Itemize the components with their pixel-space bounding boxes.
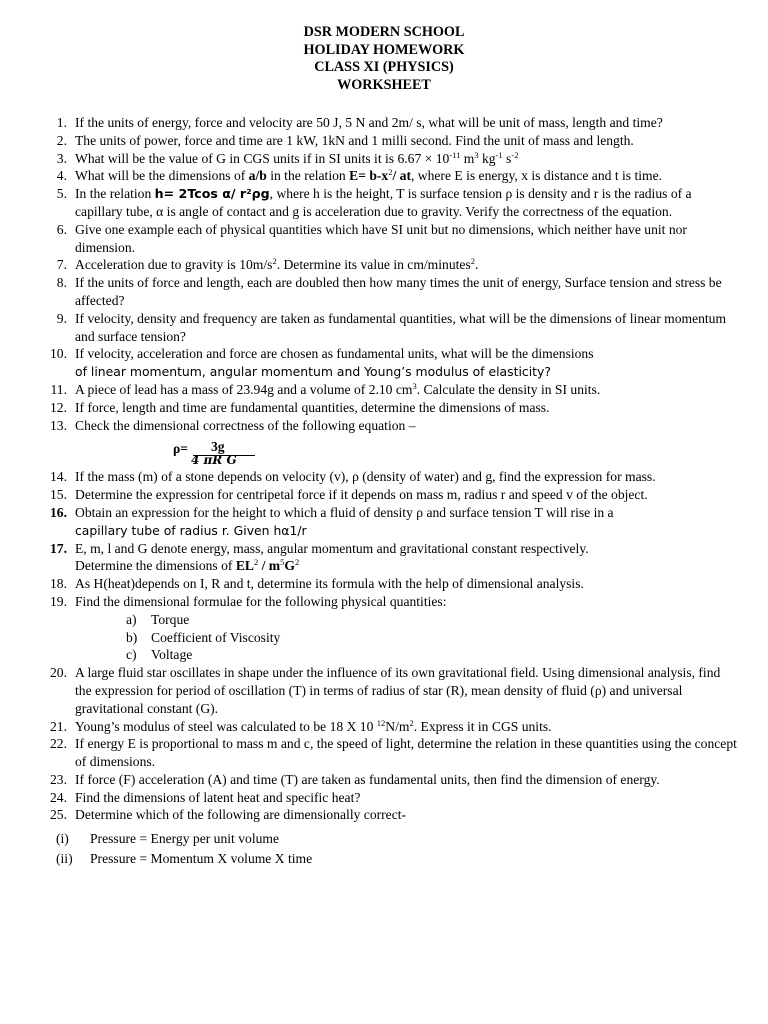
worksheet-title: WORKSHEET (337, 76, 431, 93)
question-21 (0, 718, 740, 736)
question-text: . Calculate the density in SI units. (416, 381, 601, 397)
question-12 (0, 399, 740, 417)
question-text: Young’s modulus of steel was calculated to be 18 X 10 (75, 718, 377, 734)
question-24 (0, 789, 740, 807)
question-number: 14. (50, 469, 67, 485)
question-number: 22. (50, 736, 67, 752)
question-text: If the units of energy, force and velocity are 50 J, 5 N and 2m/ s, what will be unit of mass, length and time? (75, 115, 663, 130)
exponent: 5 (280, 557, 285, 568)
question-number: 10. (50, 346, 67, 362)
question-number: 11. (50, 381, 67, 397)
question-13 (0, 417, 740, 469)
question-text: If force (F) acceleration (A) and time (T) are taken as fundamental units, then find the dimension of energy. (75, 771, 660, 787)
exponent: 2 (294, 557, 300, 568)
question-number: 8. (56, 275, 67, 291)
question-3 (0, 150, 740, 168)
exponent: 2 (388, 167, 393, 178)
question-text: Obtain an expression for the height to which a fluid of density ρ and surface tension T will rise in a (75, 504, 614, 520)
question-text: If the units of force and length, each are doubled then how many times the unit of energy, Surface tension and stress be affected? (75, 275, 722, 308)
bold-term: a/b (248, 168, 267, 184)
sub-item-letter: b) (126, 629, 138, 645)
question-number: 24. (50, 789, 67, 805)
exponent: 2 (253, 557, 259, 568)
homework-title: HOLIDAY HOMEWORK (303, 41, 465, 58)
option-row (0, 850, 740, 870)
question-number: 1. (56, 115, 67, 130)
question-15 (0, 486, 740, 504)
formula-numerator: 3g (211, 439, 225, 455)
sub-item-torque (0, 611, 740, 629)
sub-item-label: Torque (151, 611, 190, 627)
question-text: Check the dimensional correctness of the following equation – (75, 417, 416, 433)
exponent: 2 (470, 256, 475, 267)
question-number: 25. (50, 807, 67, 823)
sub-item-voltage (0, 646, 740, 664)
question-16 (0, 504, 740, 540)
question-25-options (0, 830, 740, 870)
question-number: 21. (50, 718, 67, 734)
question-number: 3. (56, 150, 67, 166)
question-9 (0, 310, 740, 346)
question-number: 6. (56, 221, 67, 237)
exponent: 3 (474, 149, 479, 160)
option-text: Pressure = Energy per unit volume (90, 831, 280, 847)
question-5 (0, 185, 740, 221)
option-label: (ii) (56, 851, 73, 867)
question-text: As H(heat)depends on I, R and t, determine its formula with the help of dimensional analysis. (75, 576, 584, 592)
question-text: , where h is the height, T is surface tension ρ is density and r is the radius of a capillary tube, α is angle of contact and g is acceleration due to gravity. Verify the correctness of the equation. (75, 186, 692, 219)
question-text: Determine the expression for centripetal force if it depends on mass m, radius r and speed v of the object. (75, 487, 648, 503)
question-text: What will be the dimensions of (75, 168, 249, 184)
exponent: 3 (412, 380, 417, 391)
question-text: . Determine its value in cm/minutes (276, 257, 471, 273)
question-text: If the mass (m) of a stone depends on velocity (v), ρ (density of water) and g, find the expression for mass. (75, 469, 656, 485)
question-number: 9. (56, 310, 67, 326)
exponent: -2 (511, 149, 519, 160)
sub-item-letter: c) (126, 647, 137, 663)
question-text: m (460, 150, 475, 166)
question-text: of linear momentum, angular momentum and Young’s modulus of elasticity? (75, 364, 551, 380)
equation: h= 2Tcos α/ r²ρg (154, 186, 270, 202)
question-25 (0, 806, 740, 824)
question-number: 17. (50, 540, 67, 556)
question-2 (0, 132, 740, 150)
question-19-subitems (0, 611, 740, 664)
sub-item-list (0, 611, 740, 664)
question-text: in the relation (266, 168, 350, 184)
sub-item-label: Voltage (151, 647, 193, 663)
equation: E= b-x (349, 168, 389, 184)
question-22 (0, 735, 740, 771)
question-8 (0, 274, 740, 310)
equation: / m (258, 558, 281, 574)
sub-item-viscosity (0, 629, 740, 647)
question-4 (0, 167, 740, 185)
question-number: 15. (50, 487, 67, 503)
question-number: 20. (50, 665, 67, 681)
question-text: Acceleration due to gravity is 10m/s (75, 257, 273, 273)
question-text: In the relation (75, 186, 155, 202)
question-number: 12. (50, 399, 67, 415)
sub-item-letter: a) (126, 611, 137, 627)
question-text: A piece of lead has a mass of 23.94g and a volume of 2.10 cm (75, 381, 413, 397)
density-formula (173, 434, 740, 468)
formula-lhs: ρ= (173, 441, 189, 457)
question-text: . Express it in CGS units. (413, 718, 552, 734)
question-text: Determine the dimensions of (75, 558, 236, 574)
question-number: 16. (50, 504, 67, 520)
class-title: CLASS XI (PHYSICS) (314, 59, 454, 76)
question-text: Determine which of the following are dimensionally correct- (75, 807, 407, 823)
question-number: 23. (50, 771, 67, 787)
question-text: s (502, 150, 512, 166)
question-text: E, m, l and G denote energy, mass, angular momentum and gravitational constant respectively. (75, 540, 589, 556)
question-text: N/m (385, 718, 410, 734)
equation: / at (392, 168, 411, 184)
question-text: If velocity, density and frequency are taken as fundamental quantities, what will be the dimensions of linear momentum and surface tension? (75, 310, 727, 344)
exponent: 12 (376, 717, 386, 728)
question-text: If energy E is proportional to mass m and c, the speed of light, determine the relation in these quantities using the concept of dimensions. (75, 736, 737, 770)
exponent: -11 (449, 149, 461, 160)
question-20 (0, 664, 740, 717)
sub-item-label: Coefficient of Viscosity (151, 629, 281, 645)
question-number: 7. (56, 257, 67, 273)
equation: G (284, 558, 295, 574)
question-text: capillary tube of radius r. Given hα1/r (75, 522, 307, 538)
question-number: 4. (56, 168, 67, 184)
option-row (0, 830, 740, 850)
question-text: If force, length and time are fundamental quantities, determine the dimensions of mass. (75, 399, 550, 415)
option-text: Pressure = Momentum X volume X time (90, 851, 313, 867)
question-14 (0, 468, 740, 486)
exponent: -1 (495, 149, 503, 160)
question-18 (0, 575, 740, 593)
question-text: . (474, 257, 479, 273)
question-number: 5. (56, 186, 67, 202)
question-6 (0, 221, 740, 257)
exponent: 2 (409, 717, 414, 728)
question-text: A large fluid star oscillates in shape under the influence of its own gravitational field. Using dimensional analysis, find the expression for period of oscillation (T) in terms of radius of star (R), mean density of fluid (ρ) and universal gravitational constant (G). (75, 665, 721, 716)
question-list (0, 114, 740, 870)
question-text: kg (478, 150, 496, 166)
question-number: 18. (50, 576, 67, 592)
question-number: 19. (50, 593, 67, 609)
question-11 (0, 381, 740, 399)
question-7 (0, 256, 740, 274)
question-text: The units of power, force and time are 1 kW, 1kN and 1 milli second. Find the unit of mass and length. (75, 132, 634, 148)
formula-denominator: 4 πR G (191, 453, 237, 468)
question-text: , where E is energy, x is distance and t is time. (410, 168, 663, 184)
exponent: 2 (272, 256, 277, 267)
question-text: Find the dimensional formulae for the following physical quantities: (75, 593, 447, 609)
question-19 (0, 593, 740, 611)
equation: EL (235, 558, 254, 574)
question-1 (0, 114, 740, 132)
question-number: 13. (50, 417, 67, 433)
option-label: (i) (56, 831, 69, 847)
question-23 (0, 771, 740, 789)
question-text: What will be the value of G in CGS units if in SI units it is 6.67 × 10 (75, 150, 450, 166)
question-number: 2. (56, 132, 67, 148)
question-text: Find the dimensions of latent heat and specific heat? (75, 789, 361, 805)
worksheet-header (0, 24, 768, 94)
question-text: Give one example each of physical quantities which have SI unit but no dimensions, which neither have unit nor dimension. (75, 221, 687, 255)
school-name: DSR MODERN SCHOOL (303, 24, 465, 40)
question-17 (0, 540, 740, 576)
question-text: If velocity, acceleration and force are chosen as fundamental units, what will be the dimensions (75, 346, 594, 362)
question-10 (0, 345, 740, 381)
